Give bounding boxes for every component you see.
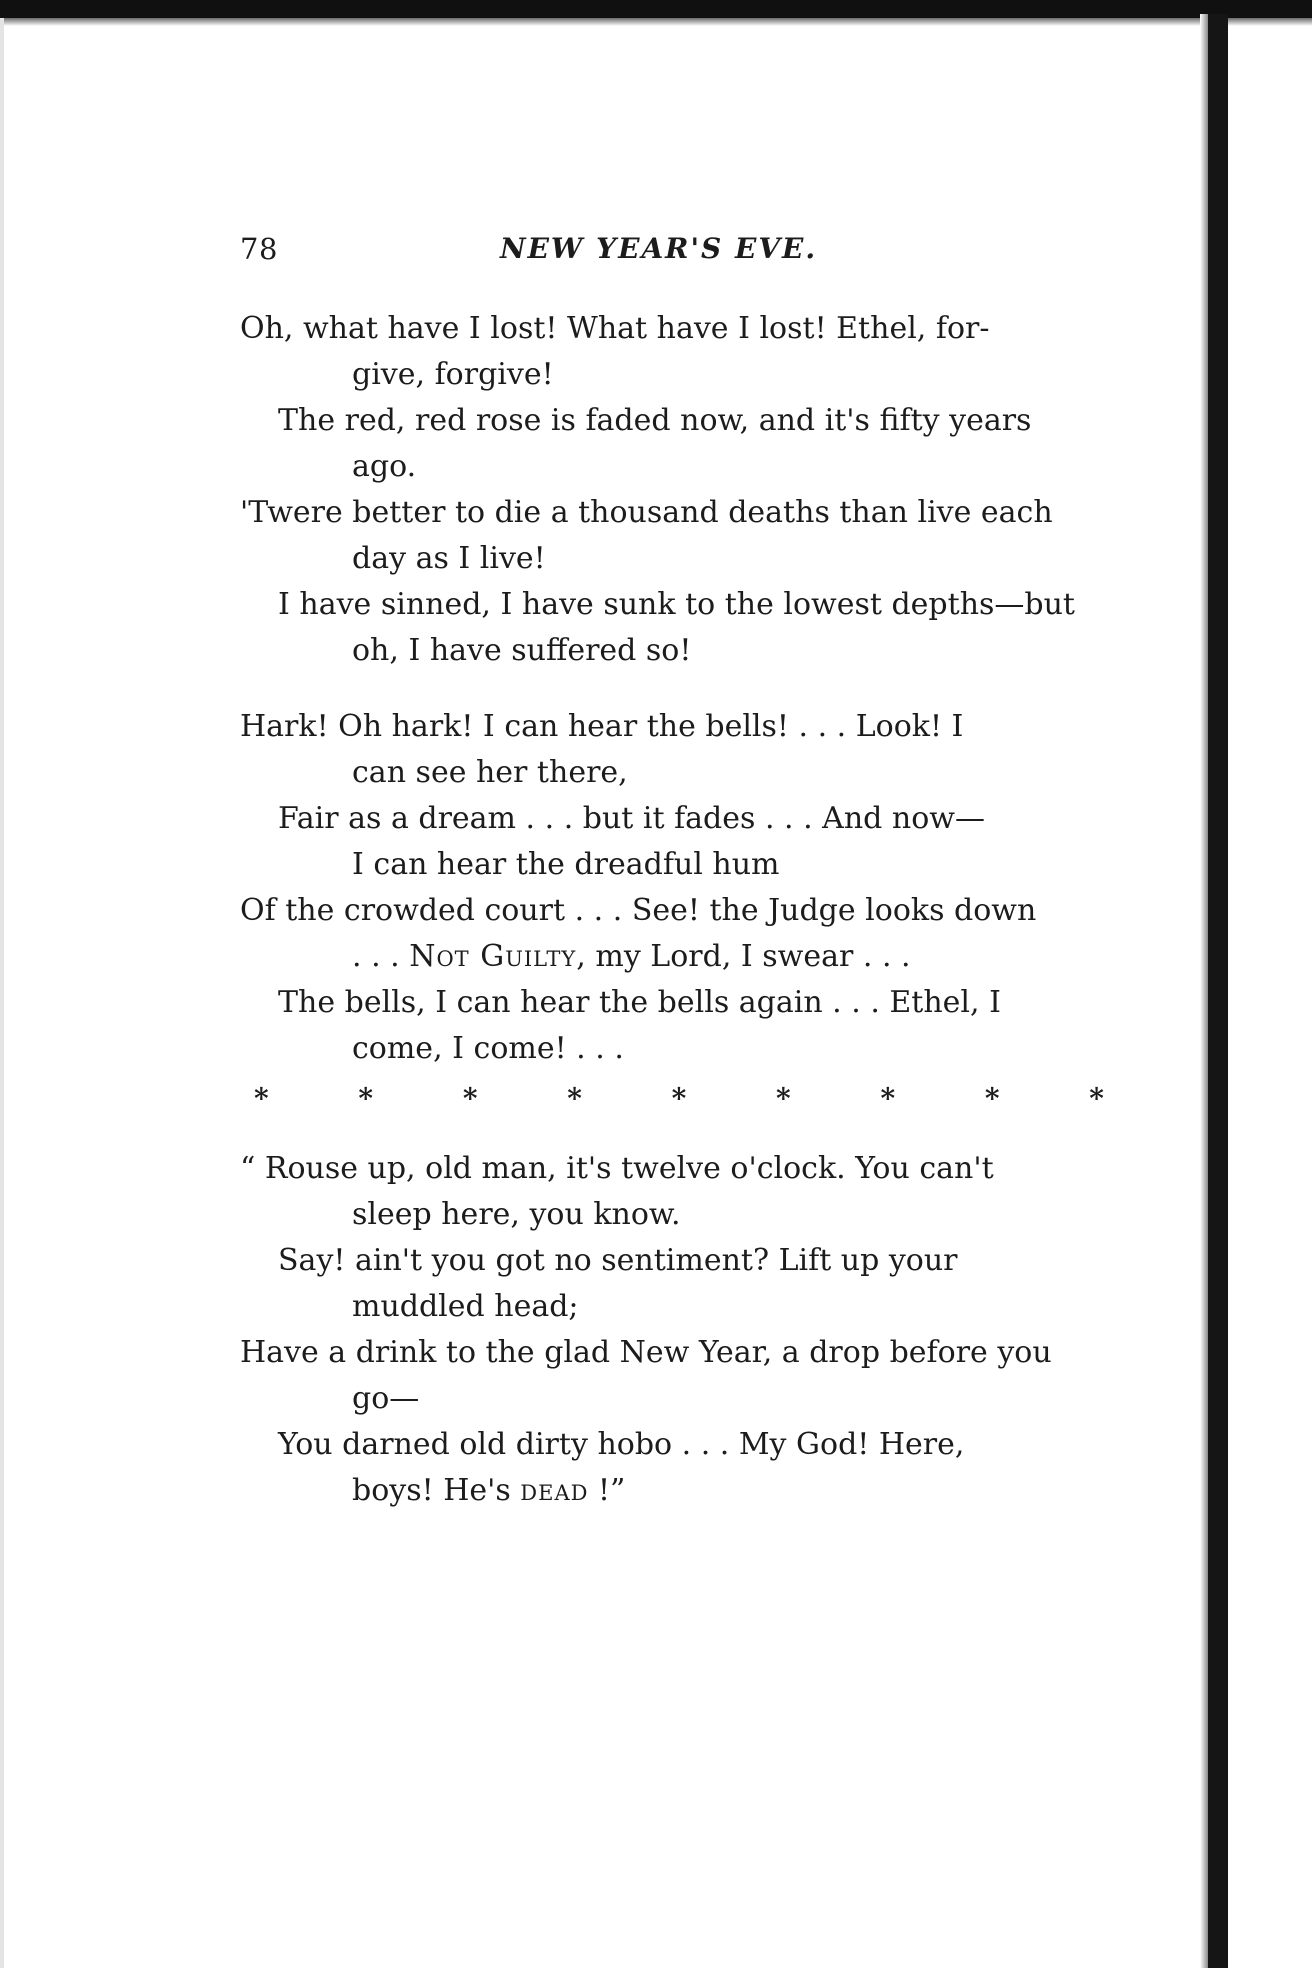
verse-line: Oh, what have I lost! What have I lost! Ethel, for- [240,311,990,346]
verse-line: “ Rouse up, old man, it's twelve o'clock. You can't [240,1151,994,1186]
separator-star: * [462,1082,478,1115]
verse-line: go— [352,1381,420,1416]
dead-small-caps: dead [520,1473,589,1508]
page-top-shadow [0,0,1312,18]
verse-line: I can hear the dreadful hum [352,847,780,882]
separator-star: * [1089,1082,1104,1115]
verse-line [240,1468,1100,1514]
separator-star: * [254,1082,269,1115]
book-gutter-shade [1200,14,1208,1968]
stanza-1 [240,306,1100,674]
page-top-fade [0,18,1312,26]
not-guilty-small-caps: Not Guilty [409,939,577,974]
verse-line: can see her there, [352,755,628,790]
verse-line: Say! ain't you got no sentiment? Lift up your [278,1243,958,1278]
verse-line: muddled head; [352,1289,579,1324]
verse-line: Have a drink to the glad New Year, a drop before you [240,1335,1052,1370]
book-spine-edge [1208,14,1228,1968]
verse-line: give, forgive! [352,357,554,392]
verse-line: come, I come! . . . [352,1031,624,1066]
separator-star: * [358,1082,374,1115]
running-head-title: NEW YEAR'S EVE. [500,232,818,265]
verse-line: The bells, I can hear the bells again . . . Ethel, I [278,985,1001,1020]
stanza-2 [240,704,1100,1072]
verse-line: ago. [352,449,417,484]
verse-line [240,934,1100,980]
verse-line-end: , my Lord, I swear . . . [576,939,911,974]
separator-star: * [671,1082,687,1115]
verse-line-end: !” [588,1473,626,1508]
verse-line-start: boys! He's [352,1473,521,1508]
verse-line: You darned old dirty hobo . . . My God! Here, [278,1427,965,1462]
separator-star: * [567,1082,582,1115]
verse-line: Fair as a dream . . . but it fades . . . And now— [278,801,985,836]
verse-line: sleep here, you know. [352,1197,681,1232]
verse-line: oh, I have suffered so! [352,633,692,668]
page-left-edge [0,18,4,1968]
separator-star: * [984,1082,1000,1115]
separator-star: * [880,1082,896,1115]
stanza-3 [240,1146,1100,1514]
page-number: 78 [240,232,278,266]
verse-line-start: . . . [352,939,410,974]
verse-line: day as I live! [352,541,546,576]
verse-line: 'Twere better to die a thousand deaths than live each [240,495,1053,530]
verse-line: Hark! Oh hark! I can hear the bells! . . . Look! I [240,709,964,744]
verse-line: Of the crowded court . . . See! the Judge looks down [240,893,1037,928]
separator-star: * [776,1082,791,1115]
verse-line: The red, red rose is faded now, and it's fifty years [278,403,1032,438]
verse-line: I have sinned, I have sunk to the lowest depths—but [278,587,1075,622]
asterism-separator [254,1082,1104,1115]
